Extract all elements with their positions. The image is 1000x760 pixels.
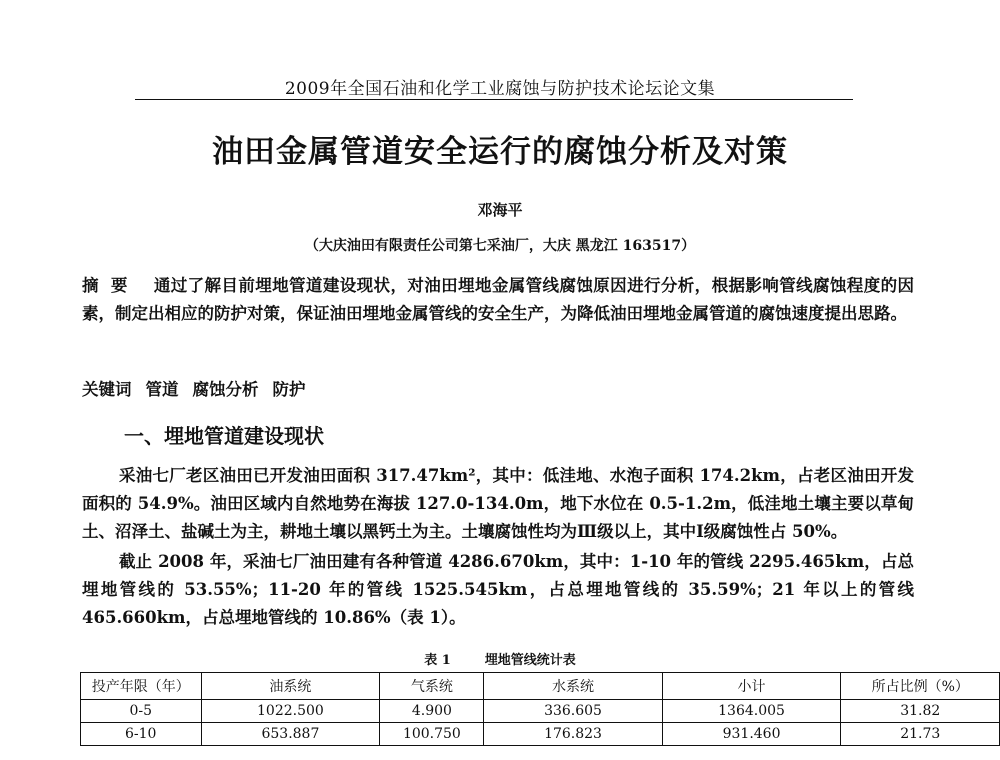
- table-cell: 931.460: [662, 723, 841, 746]
- table-header-cell: 水系统: [484, 673, 662, 700]
- table-caption: [0, 649, 1000, 668]
- table-cell: 336.605: [484, 700, 662, 723]
- table-row: [81, 700, 1000, 723]
- journal-header: 2009年全国石油和化学工业腐蚀与防护技术论坛论文集: [284, 79, 716, 99]
- table-header-cell: 小计: [662, 673, 841, 700]
- abstract-label: 摘要: [82, 276, 140, 295]
- table-cell: 653.887: [201, 723, 380, 746]
- table-cell: 0-5: [81, 700, 202, 723]
- table-cell: 100.750: [380, 723, 484, 746]
- table-cell: 31.82: [841, 700, 1000, 723]
- header-rule: [135, 99, 853, 100]
- table-cell: 21.73: [841, 723, 1000, 746]
- abstract-text: 通过了解目前埋地管道建设现状，对油田埋地金属管线腐蚀原因进行分析，根据影响管线腐蚀程度的因素，制定出相应的防护对策，保证油田埋地金属管线的安全生产，为降低油田埋地金属管道的腐蚀速度提出思路。: [82, 276, 915, 323]
- table-caption-number: 表 1: [424, 653, 451, 668]
- author-affiliation: （大庆油田有限责任公司第七采油厂，大庆 黑龙江 163517）: [304, 238, 696, 254]
- body-paragraph: 采油七厂老区油田已开发油田面积 317.47km²，其中：低洼地、水泡子面积 174.2km，占老区油田开发面积的 54.9%。油田区域内自然地势在海拔 127.0-134.0m，地下水位在 0.5-1.2m，低洼地土壤主要以草甸土、沼泽土、盐碱土为主，耕地土壤以黑钙土为主。土壤腐蚀性均为Ⅲ级以上，其中Ⅰ级腐蚀性占 50%。: [82, 466, 914, 541]
- body-paragraph: 截止 2008 年，采油七厂油田建有各种管道 4286.670km，其中：1-10 年的管线 2295.465km，占总埋地管线的 53.55%；11-20 年的管线 1525.545km，占总埋地管线的 35.59%；21 年以上的管线 465.660km，占总埋地管线的 10.86%（表 1）。: [82, 552, 914, 627]
- table-header-cell: 气系统: [380, 673, 484, 700]
- keywords: [82, 376, 914, 404]
- table-header-cell: 所占比例（%）: [841, 673, 1000, 700]
- keyword-item: 腐蚀分析: [192, 380, 259, 399]
- keywords-label: 关键词: [82, 380, 132, 399]
- table-header-row: [81, 673, 1000, 700]
- table-header-cell: 油系统: [201, 673, 380, 700]
- table-cell: 176.823: [484, 723, 662, 746]
- keyword-item: 管道: [145, 380, 179, 399]
- paper-title: 油田金属管道安全运行的腐蚀分析及对策: [212, 134, 788, 170]
- table-cell: 1364.005: [662, 700, 841, 723]
- table-row: [81, 723, 1000, 746]
- section-heading: 一、埋地管道建设现状: [124, 424, 324, 448]
- keyword-item: 防护: [272, 380, 306, 399]
- paper-author: 邓海平: [477, 201, 523, 219]
- table-cell: 4.900: [380, 700, 484, 723]
- abstract: [82, 272, 914, 328]
- table-header-cell: 投产年限（年）: [81, 673, 202, 700]
- table-caption-title: 埋地管线统计表: [484, 653, 576, 668]
- pipeline-stats-table: [80, 672, 1000, 746]
- table-cell: 1022.500: [201, 700, 380, 723]
- table-cell: 6-10: [81, 723, 202, 746]
